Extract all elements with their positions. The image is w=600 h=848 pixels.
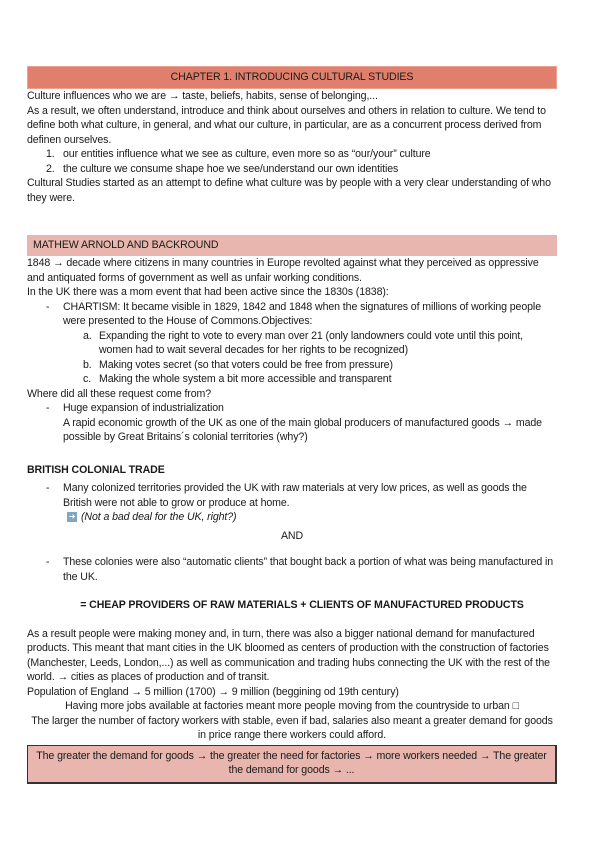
list-item: [27, 147, 557, 162]
list-item: [27, 372, 557, 387]
objectives-list: [27, 329, 557, 387]
list-text: the culture we consume shape hoe we see/understand our own identities: [63, 162, 399, 175]
chartism-item: [27, 300, 557, 329]
list-item: [27, 162, 557, 177]
right-arrow-icon: ➔: [68, 512, 76, 522]
note-text: (Not a bad deal for the UK, right?): [81, 511, 237, 523]
list-letter: c.: [83, 373, 92, 385]
result-paragraph: As a result people were making money and, in turn, there was also a bigger national demand for manufactured products. This meant that mant cities in the UK bloomed as centers of production with the construction of factories (Manchester, Leeds, London,...) as well as communication and trading hubs connecting the UK with the rest of the world. → cities as places of production and of transit.: [27, 627, 550, 683]
automatic-clients-text: These colonies were also “automatic clients” that bought back a portion of what was being manufactured in the UK.: [63, 556, 554, 583]
demand-cycle-box: The greater the demand for goods → the greater the need for factories → more workers needed → The greater the demand for goods → ...: [27, 745, 557, 784]
population-line: Population of England → 5 million (1700) → 9 million (beggining od 19th century): [27, 685, 399, 698]
dash-bullet: -: [46, 402, 50, 414]
growth-text: A rapid economic growth of the UK as one of the main global producers of manufactured goods → made possible by Great Britains´s colonial territories (why?): [63, 416, 542, 443]
automatic-clients-item: [27, 555, 557, 584]
list-number: 1.: [46, 148, 55, 160]
list-number: 2.: [46, 162, 55, 175]
industrialization-text: Huge expansion of industrialization: [63, 402, 224, 414]
workers-paragraph: The larger the number of factory workers with stable, even if bad, salaries also meant a greater demand for goods in price range there workers could afford.: [31, 714, 553, 741]
list-text: Making the whole system a bit more accessible and transparent: [99, 373, 392, 385]
list-item: [27, 329, 557, 358]
raw-materials-item: [27, 481, 557, 510]
document-page: [27, 66, 557, 784]
dash-bullet: -: [46, 482, 50, 494]
dash-bullet: -: [46, 556, 50, 568]
list-text: Making votes secret (so that voters could be free from pressure): [99, 358, 393, 371]
colonial-trade-heading: BRITISH COLONIAL TRADE: [27, 463, 165, 476]
section-title-banner: MATHEW ARNOLD AND BACKROUND: [27, 235, 557, 256]
chapter-title-banner: CHAPTER 1. INTRODUCING CULTURAL STUDIES: [27, 66, 557, 89]
paragraph-uk-movement: In the UK there was a mom event that had been active since the 1830s (1838):: [27, 286, 389, 298]
intro-line: Culture influences who we are → taste, beliefs, habits, sense of belonging,...: [27, 90, 378, 102]
growth-paragraph: [27, 416, 557, 445]
closing-paragraph: Cultural Studies started as an attempt to define what culture was by people with a very clear understanding of who they were.: [27, 177, 551, 204]
summary-equation: = CHEAP PROVIDERS OF RAW MATERIALS + CLIENTS OF MANUFACTURED PRODUCTS: [80, 599, 524, 611]
paragraph-1848: 1848 → decade where citizens in many countries in Europe revolted against what they perceived as oppressive and antiquated forms of government as well as unfair working conditions.: [27, 257, 539, 284]
numbered-list: [27, 147, 557, 176]
dash-bullet: -: [46, 300, 50, 313]
and-connector: AND: [280, 529, 304, 542]
list-text: Expanding the right to vote to every man over 21 (only landowners could vote until this point, women had to wait several decades for her rights to be recognized): [99, 329, 524, 356]
note-line: [27, 510, 557, 525]
list-text: our entities influence what we see as culture, even more so as “our/your” culture: [63, 148, 431, 160]
jobs-line: Having more jobs available at factories meant more people moving from the countryside to urban □: [65, 700, 519, 712]
list-item: [27, 358, 557, 373]
list-letter: b.: [83, 358, 92, 371]
intro-paragraph: As a result, we often understand, introduce and think about ourselves and others in relation to culture. We tend to define both what culture, in general, and what our culture, in particular, are as a concurrent process derived from definen ourselves.: [27, 104, 546, 146]
raw-materials-text: Many colonized territories provided the UK with raw materials at very low prices, as well as goods the British were not able to grow or produce at home.: [63, 482, 527, 509]
chartism-text: CHARTISM: It became visible in 1829, 1842 and 1848 when the signatures of millions of working people were presented to the House of Commons.Objectives:: [63, 300, 541, 327]
question-line: Where did all these request come from?: [27, 387, 212, 400]
industrialization-item: [27, 401, 557, 416]
list-letter: a.: [83, 329, 92, 342]
